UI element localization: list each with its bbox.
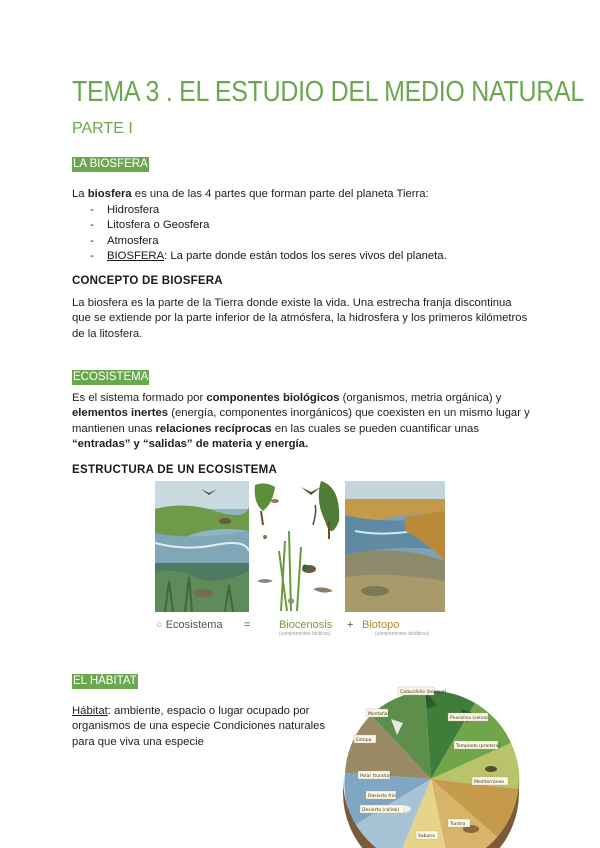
biocenosis-image [251, 481, 343, 612]
habitat-label-5: Polar (tundra) [360, 774, 392, 779]
list-item-underlined: BIOSFERA [107, 249, 165, 262]
caption-row [156, 619, 223, 631]
habitat-label-3: Estepa [356, 738, 372, 743]
habitat-label-10: Desierto frío [368, 794, 396, 799]
eco-text-1: Es el sistema formado por [72, 392, 207, 404]
biosfera-list [90, 203, 447, 264]
concept-text: La biosfera es la parte de la Tierra donde existe la vida. Una estrecha franja discontinua que se extiende por la parte inferior de la atmósfera, la hidrosfera y los primeros kilómetros de la litosfera. [72, 297, 528, 340]
eco-text-3: (energía, componentes inorgánicos) que coexisten en un mismo lugar y mantienen unas [72, 407, 530, 435]
habitat-label-4: Templado (pradera) [456, 744, 501, 749]
biotopo-image [345, 481, 445, 612]
list-dash: - [90, 204, 94, 216]
section-label-biosfera: LA BIOSFERA [73, 158, 148, 170]
section-label-ecosistema: ECOSISTEMA [73, 371, 149, 383]
list-dash: - [90, 234, 94, 247]
habitat-definition: : ambiente, espacio o lugar ocupado por organismos de una especie Condiciones naturales para que viva una especie [72, 705, 326, 748]
eco-bold-2: elementos inertes [72, 407, 169, 420]
intro-bold-term: biosfera [87, 188, 132, 200]
caption-equals: = [244, 619, 251, 631]
biosfera-intro [72, 187, 532, 202]
habitat-label-0: Caducifolio (bosque) [400, 690, 447, 695]
list-item-text: : La parte donde están todos los seres vivos del planeta. [164, 249, 447, 262]
habitat-label-2: Pluvisilva (selva) [450, 716, 488, 721]
intro-text-post: es una de las 4 partes que forman parte del planeta Tierra: [131, 188, 429, 200]
caption-marker: ○ [156, 619, 166, 631]
caption-biotopo-sub: (componentes abióticos) [375, 631, 430, 637]
page-title: TEMA 3 . EL ESTUDIO DEL MEDIO NATURAL [72, 76, 584, 108]
list-item [90, 218, 447, 233]
habitat-label-7: Desierto (cálido) [362, 808, 400, 813]
caption-biocenosis: Biocenosis [279, 619, 333, 631]
caption-biocenosis-sub: (componentes bióticos) [279, 631, 331, 637]
caption-plus: + [347, 619, 354, 631]
eco-bold-3: relaciones recíprocas [155, 422, 272, 435]
habitat-label-1: Montaña [368, 712, 388, 717]
eco-bold-4: “entradas” y “salidas” de materia y energía. [72, 437, 309, 450]
section-label-habitat: EL HÁBITAT [73, 675, 137, 687]
intro-text-pre: La [72, 188, 88, 200]
caption-biotopo: Biotopo [362, 619, 400, 631]
list-dash: - [90, 219, 94, 232]
page-subtitle: PARTE I [72, 120, 133, 137]
ecosystem-figure [155, 481, 445, 641]
habitat-label-8: Tundra [450, 822, 466, 827]
list-item-text: Atmosfera [107, 234, 159, 247]
list-item-text: Hidrosfera [107, 204, 160, 216]
caption-ecosistema: Ecosistema [165, 619, 223, 631]
habitat-label-9: Sabana [418, 834, 435, 839]
list-item [90, 203, 447, 218]
habitat-figure [338, 681, 520, 848]
list-dash: - [90, 249, 94, 262]
habitat-text [72, 704, 327, 750]
structure-heading: ESTRUCTURA DE UN ECOSISTEMA [72, 464, 278, 476]
habitat-term: Hábitat [72, 705, 108, 717]
concept-heading: CONCEPTO DE BIOSFERA [72, 275, 223, 287]
eco-bold-1: componentes biológicos [206, 392, 340, 404]
eco-text-4: en las cuales se pueden cuantificar unas [271, 422, 479, 435]
ecosystem-image [155, 481, 249, 612]
list-item [90, 234, 447, 249]
habitat-label-6: Mediterráneo [474, 780, 505, 785]
list-item [90, 249, 447, 264]
ecosistema-text [72, 391, 532, 452]
list-item-text: Litosfera o Geosfera [107, 219, 210, 232]
eco-text-2: (organismos, metria orgánica) y [339, 392, 502, 404]
